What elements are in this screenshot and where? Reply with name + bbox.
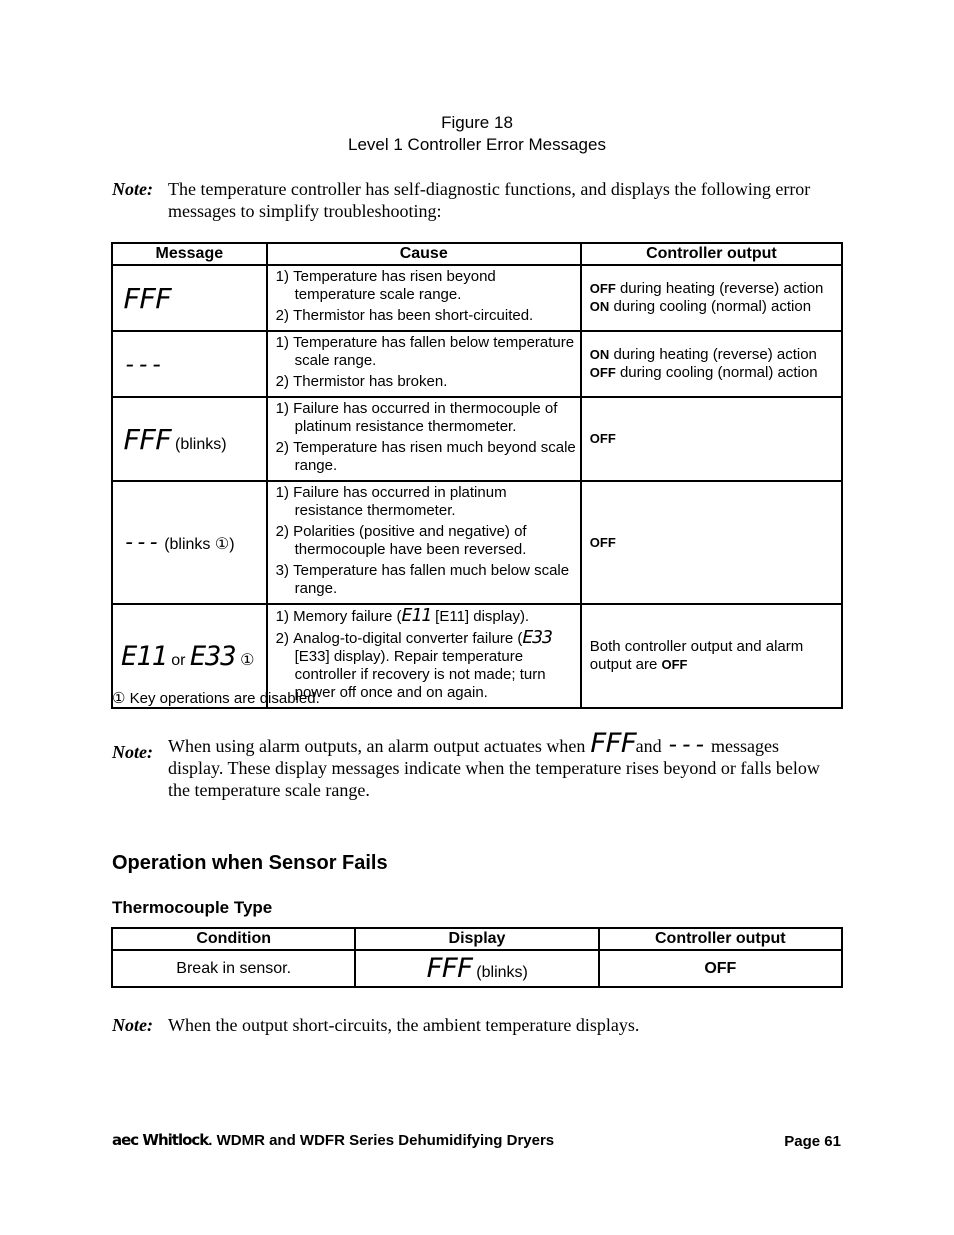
note-text-part: messages display. These display messages indicate when the temperature rises beyond or falls below the temperature scale range.	[168, 736, 820, 800]
display-cell	[355, 950, 598, 987]
output-text: during heating (reverse) action	[615, 280, 824, 297]
display-code: E11	[401, 605, 431, 626]
key-disabled-mark: ①	[235, 651, 255, 669]
output-state: OFF	[589, 365, 616, 380]
cause-item: 2) Thermistor has been short-circuited.	[275, 307, 534, 324]
note-label: Note:	[112, 742, 153, 762]
output-text: during cooling (normal) action	[609, 298, 812, 315]
output-cell	[581, 481, 842, 604]
table-footnote: ① Key operations are disabled.	[112, 690, 320, 707]
table-row	[112, 397, 842, 481]
table-row	[112, 265, 842, 331]
table-row	[112, 481, 842, 604]
display-code: FFF	[589, 728, 636, 759]
footer-title: . WDMR and WDFR Series Dehumidifying Dryers	[208, 1132, 555, 1149]
message-cell	[112, 397, 267, 481]
note-text	[168, 728, 828, 801]
cause-item: 3) Temperature has fallen much below scale range.	[275, 562, 570, 597]
cause-text: 2) Analog-to-digital converter failure (	[275, 630, 523, 647]
table-row	[112, 950, 842, 987]
note-text: When the output short-circuits, the ambient temperature displays.	[168, 1015, 640, 1035]
header-message: Message	[112, 243, 267, 265]
output-text: during cooling (normal) action	[615, 364, 818, 381]
message-cell	[112, 265, 267, 331]
display-code: FFF	[123, 422, 171, 456]
cause-item: 1) Failure has occurred in thermocouple of platinum resistance thermometer.	[275, 400, 558, 435]
output-line	[590, 298, 835, 316]
output-state: OFF	[661, 657, 688, 672]
display-code: E11	[121, 640, 167, 672]
output-state: OFF	[589, 534, 616, 550]
cause-item: 1) Temperature has risen beyond temperature scale range.	[275, 268, 496, 303]
subsection-title: Thermocouple Type	[112, 898, 273, 917]
note-label: Note:	[112, 179, 153, 199]
cause-text: 1) Memory failure (	[275, 608, 402, 625]
output-text: during heating (reverse) action	[609, 346, 817, 363]
output-state: ON	[589, 347, 610, 362]
note-text-part: and	[635, 736, 667, 756]
cause-cell	[267, 481, 581, 604]
output-line	[590, 346, 835, 364]
cause-item: 2) Thermistor has broken.	[275, 373, 448, 390]
output-state: ON	[589, 299, 610, 314]
output-cell	[581, 397, 842, 481]
message-cell	[112, 481, 267, 604]
display-code: FFF	[123, 281, 171, 315]
display-code: FFF	[426, 953, 472, 984]
header-controller-output: Controller output	[581, 243, 842, 265]
output-state: OFF	[589, 431, 616, 446]
cause-cell	[267, 397, 581, 481]
table-header-row	[112, 928, 842, 950]
cause-item: 1) Temperature has fallen below temperature scale range.	[275, 334, 575, 369]
output-line	[590, 280, 835, 298]
header-condition: Condition	[112, 928, 355, 950]
output-cell	[581, 331, 842, 397]
cause-item	[276, 607, 576, 626]
display-code: ---	[123, 350, 164, 378]
display-code: E33	[189, 640, 236, 672]
display-code: E33	[522, 627, 552, 648]
cause-item: 1) Failure has occurred in platinum resistance thermometer.	[275, 484, 507, 519]
cause-item	[276, 629, 576, 702]
blinks-label: (blinks ①)	[159, 536, 235, 553]
section-title: Operation when Sensor Fails	[112, 852, 388, 874]
cause-cell	[267, 265, 581, 331]
table-row	[112, 331, 842, 397]
footer-left	[112, 1131, 554, 1149]
cause-cell	[267, 331, 581, 397]
page-number: Page 61	[784, 1133, 841, 1150]
blinks-label: (blinks)	[170, 435, 227, 453]
error-messages-table	[111, 242, 843, 709]
cause-item: 2) Polarities (positive and negative) of thermocouple have been reversed.	[275, 523, 527, 558]
output-cell	[581, 265, 842, 331]
display-code: ---	[123, 530, 160, 555]
output-line	[590, 364, 835, 382]
cause-text: [E11] display).	[431, 608, 530, 625]
table-header-row	[112, 243, 842, 265]
output-cell: OFF	[599, 950, 842, 987]
figure-label: Figure 18	[441, 113, 513, 132]
whitlock-logo: aec Whitlock	[112, 1131, 209, 1149]
output-text: Both controller output and alarm output are	[589, 638, 804, 673]
or-label: or	[166, 651, 190, 669]
display-code: ---	[666, 730, 707, 758]
header-cause: Cause	[267, 243, 581, 265]
output-cell	[581, 604, 842, 708]
note-text: The temperature controller has self-diagnostic functions, and displays the following error messages to simplify troubleshooting:	[168, 179, 811, 221]
header-controller-output: Controller output	[599, 928, 842, 950]
header-display: Display	[355, 928, 598, 950]
note-label: Note:	[112, 1015, 153, 1035]
message-cell	[112, 331, 267, 397]
blinks-label: (blinks)	[471, 964, 528, 981]
figure-title: Level 1 Controller Error Messages	[348, 135, 606, 154]
condition-cell: Break in sensor.	[112, 950, 355, 987]
thermocouple-table	[111, 927, 843, 988]
note-text-part: When using alarm outputs, an alarm output actuates when	[168, 736, 590, 756]
output-state: OFF	[589, 281, 616, 296]
cause-text: [E33] display). Repair temperature controller if recovery is not made; turn power off once and on again.	[294, 648, 546, 701]
cause-item: 2) Temperature has risen much beyond scale range.	[275, 439, 576, 474]
